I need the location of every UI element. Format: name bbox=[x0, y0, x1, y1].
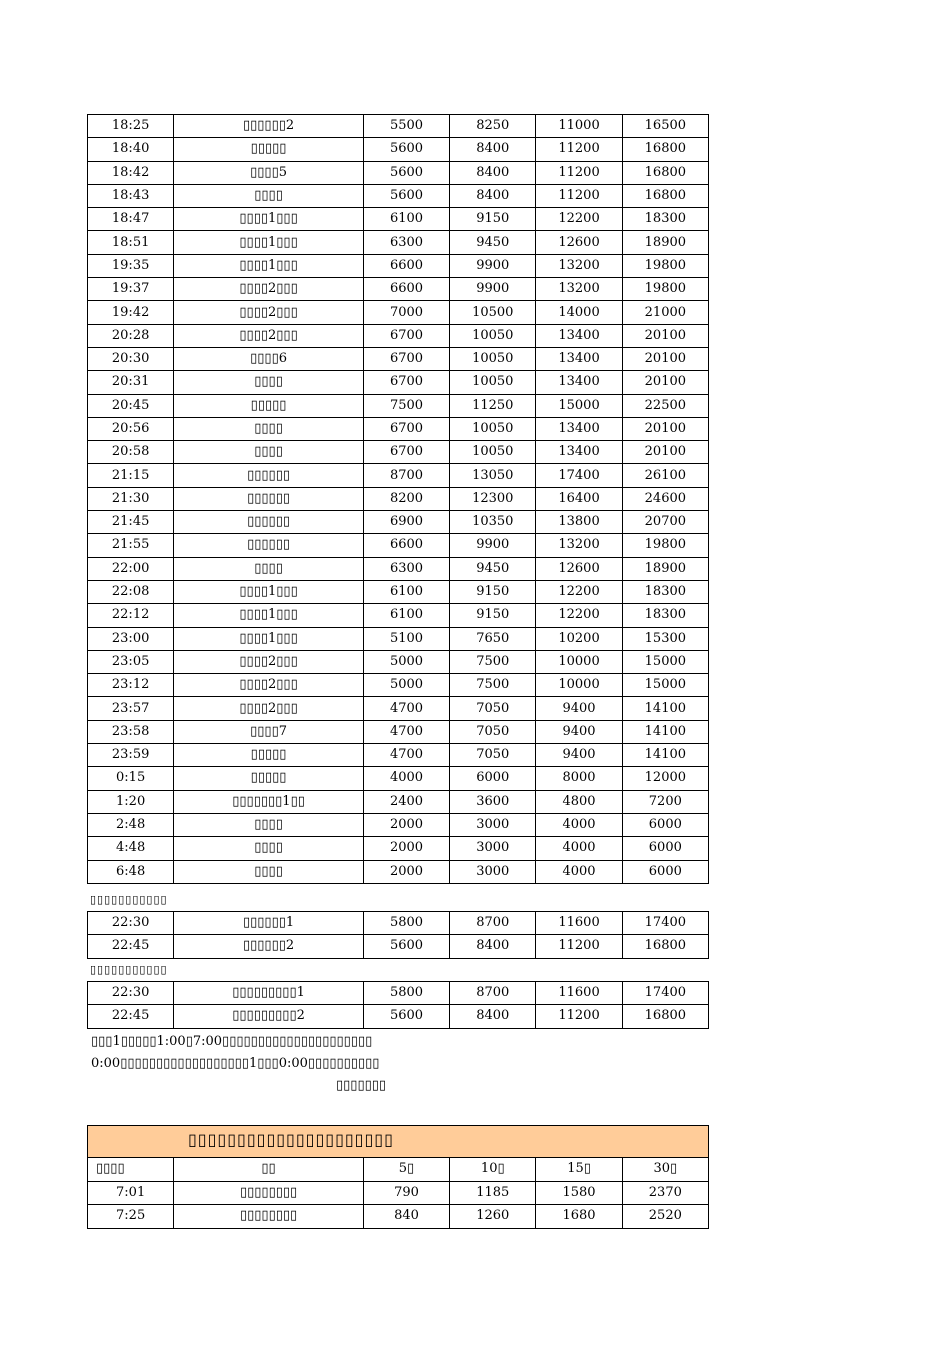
table-cell: 8700 bbox=[450, 982, 536, 1005]
table-cell: 14100 bbox=[622, 744, 708, 767]
table-cell: 22:45 bbox=[88, 935, 174, 958]
table-row bbox=[88, 161, 709, 184]
table-cell: ▯▯▯▯▯ bbox=[174, 744, 364, 767]
table-cell: 8000 bbox=[536, 767, 622, 790]
table-row bbox=[88, 813, 709, 836]
table-cell: 9400 bbox=[536, 697, 622, 720]
column-header: 5▯ bbox=[363, 1158, 449, 1182]
table-cell: 8250 bbox=[450, 115, 536, 138]
table-cell: 10050 bbox=[450, 371, 536, 394]
table-cell: 8400 bbox=[450, 138, 536, 161]
table-row bbox=[88, 650, 709, 673]
table-cell: 8400 bbox=[450, 935, 536, 958]
table-cell: 6100 bbox=[363, 208, 449, 231]
table-cell: 20:45 bbox=[88, 394, 174, 417]
table-cell: 11000 bbox=[536, 115, 622, 138]
table-row bbox=[88, 301, 709, 324]
table-cell: 10050 bbox=[450, 417, 536, 440]
section-b-table bbox=[87, 981, 709, 1029]
table-cell: ▯▯▯▯2▯▯▯ bbox=[174, 301, 364, 324]
table-cell: 6700 bbox=[363, 324, 449, 347]
table-cell: ▯▯▯▯▯▯▯▯ bbox=[174, 1181, 364, 1205]
table-cell: 5100 bbox=[363, 627, 449, 650]
table-cell: 4000 bbox=[536, 813, 622, 836]
table-cell: 1260 bbox=[450, 1205, 536, 1229]
table-cell: 4000 bbox=[363, 767, 449, 790]
table-cell: 22:00 bbox=[88, 557, 174, 580]
table-cell: 8200 bbox=[363, 487, 449, 510]
table-cell: 9900 bbox=[450, 278, 536, 301]
table-cell: 23:05 bbox=[88, 650, 174, 673]
table-cell: ▯▯▯▯▯ bbox=[174, 767, 364, 790]
table-cell: 6700 bbox=[363, 417, 449, 440]
table-cell: 19:37 bbox=[88, 278, 174, 301]
table-cell: 11200 bbox=[536, 161, 622, 184]
second-table bbox=[87, 1157, 709, 1229]
table-cell: 11200 bbox=[536, 935, 622, 958]
table-cell: 2520 bbox=[622, 1205, 708, 1229]
table-cell: 20:58 bbox=[88, 441, 174, 464]
table-cell: 20:30 bbox=[88, 347, 174, 370]
table-cell: 20:31 bbox=[88, 371, 174, 394]
table-cell: ▯▯▯▯2▯▯▯ bbox=[174, 278, 364, 301]
table-cell: 18:25 bbox=[88, 115, 174, 138]
table-cell: 19:42 bbox=[88, 301, 174, 324]
second-table-header-row bbox=[88, 1158, 709, 1182]
table-row bbox=[88, 347, 709, 370]
table-cell: 2000 bbox=[363, 860, 449, 883]
table-cell: ▯▯▯▯7 bbox=[174, 720, 364, 743]
table-cell: 14100 bbox=[622, 720, 708, 743]
table-cell: 21:30 bbox=[88, 487, 174, 510]
table-cell: 5800 bbox=[363, 982, 449, 1005]
section-a-body bbox=[88, 912, 709, 959]
table-row bbox=[88, 767, 709, 790]
table-cell: ▯▯▯▯ bbox=[174, 417, 364, 440]
table-cell: 9400 bbox=[536, 744, 622, 767]
table-cell: 10500 bbox=[450, 301, 536, 324]
table-cell: 19800 bbox=[622, 254, 708, 277]
table-cell: 6700 bbox=[363, 347, 449, 370]
table-cell: 16500 bbox=[622, 115, 708, 138]
table-row bbox=[88, 790, 709, 813]
table-cell: 23:12 bbox=[88, 674, 174, 697]
table-cell: 15300 bbox=[622, 627, 708, 650]
table-cell: 3000 bbox=[450, 860, 536, 883]
table-cell: ▯▯▯▯▯▯▯▯▯1 bbox=[174, 982, 364, 1005]
table-cell: 11200 bbox=[536, 184, 622, 207]
table-row bbox=[88, 982, 709, 1005]
table-cell: 13200 bbox=[536, 278, 622, 301]
table-cell: 790 bbox=[363, 1181, 449, 1205]
table-row bbox=[88, 697, 709, 720]
table-cell: 18300 bbox=[622, 604, 708, 627]
table-cell: 17400 bbox=[622, 912, 708, 935]
table-cell: 7500 bbox=[450, 674, 536, 697]
table-row bbox=[88, 371, 709, 394]
note-line-1: ▯▯▯1▯▯▯▯▯1:00▯7:00▯▯▯▯▯▯▯▯▯▯▯▯▯▯▯▯▯▯▯▯▯ bbox=[91, 1034, 373, 1049]
table-cell: 21:55 bbox=[88, 534, 174, 557]
table-row bbox=[88, 1205, 709, 1229]
table-cell: 13800 bbox=[536, 511, 622, 534]
table-cell: 16800 bbox=[622, 1005, 708, 1028]
table-cell: 20700 bbox=[622, 511, 708, 534]
table-cell: 5600 bbox=[363, 935, 449, 958]
table-cell: 6600 bbox=[363, 278, 449, 301]
table-cell: 24600 bbox=[622, 487, 708, 510]
table-cell: 9400 bbox=[536, 720, 622, 743]
table-cell: 11250 bbox=[450, 394, 536, 417]
table-cell: 6300 bbox=[363, 231, 449, 254]
table-cell: ▯▯▯▯6 bbox=[174, 347, 364, 370]
table-cell: 10000 bbox=[536, 674, 622, 697]
table-cell: 2370 bbox=[622, 1181, 708, 1205]
table-cell: 17400 bbox=[622, 982, 708, 1005]
table-row bbox=[88, 324, 709, 347]
table-cell: 11600 bbox=[536, 982, 622, 1005]
table-cell: 23:00 bbox=[88, 627, 174, 650]
table-cell: ▯▯▯▯1▯▯▯ bbox=[174, 231, 364, 254]
table-cell: 13400 bbox=[536, 371, 622, 394]
table-cell: 6000 bbox=[622, 860, 708, 883]
table-cell: 12600 bbox=[536, 557, 622, 580]
table-cell: ▯▯▯▯▯▯▯▯▯2 bbox=[174, 1005, 364, 1028]
table-cell: 13200 bbox=[536, 534, 622, 557]
column-header: ▯▯▯▯ bbox=[88, 1158, 174, 1182]
table-row bbox=[88, 1005, 709, 1028]
table-cell: 9150 bbox=[450, 604, 536, 627]
table-cell: 6000 bbox=[450, 767, 536, 790]
table-cell: 1:20 bbox=[88, 790, 174, 813]
table-cell: 2000 bbox=[363, 837, 449, 860]
table-cell: 16800 bbox=[622, 935, 708, 958]
table-cell: 7050 bbox=[450, 720, 536, 743]
table-cell: 7:25 bbox=[88, 1205, 174, 1229]
table-cell: 6000 bbox=[622, 837, 708, 860]
table-cell: ▯▯▯▯2▯▯▯ bbox=[174, 697, 364, 720]
table-cell: 12200 bbox=[536, 208, 622, 231]
table-cell: ▯▯▯▯1▯▯▯ bbox=[174, 580, 364, 603]
section-b-body bbox=[88, 982, 709, 1029]
table-row bbox=[88, 1181, 709, 1205]
table-cell: 13200 bbox=[536, 254, 622, 277]
table-cell: ▯▯▯▯ bbox=[174, 860, 364, 883]
table-cell: 12300 bbox=[450, 487, 536, 510]
table-row bbox=[88, 487, 709, 510]
table-cell: 22:30 bbox=[88, 982, 174, 1005]
table-cell: 7650 bbox=[450, 627, 536, 650]
table-cell: ▯▯▯▯▯ bbox=[174, 394, 364, 417]
table-cell: 9900 bbox=[450, 534, 536, 557]
table-cell: ▯▯▯▯▯▯ bbox=[174, 464, 364, 487]
table-cell: 5000 bbox=[363, 674, 449, 697]
table-cell: 3000 bbox=[450, 813, 536, 836]
table-cell: 18:51 bbox=[88, 231, 174, 254]
table-cell: 20100 bbox=[622, 324, 708, 347]
note-line-3: ▯▯▯▯▯▯▯ bbox=[336, 1078, 387, 1093]
table-row bbox=[88, 674, 709, 697]
table-cell: 14100 bbox=[622, 697, 708, 720]
table-cell: 4800 bbox=[536, 790, 622, 813]
table-cell: 20:28 bbox=[88, 324, 174, 347]
table-cell: 23:59 bbox=[88, 744, 174, 767]
table-cell: 5600 bbox=[363, 1005, 449, 1028]
table-cell: 10000 bbox=[536, 650, 622, 673]
column-header: 10▯ bbox=[450, 1158, 536, 1182]
table-cell: 12200 bbox=[536, 604, 622, 627]
table-cell: 7050 bbox=[450, 744, 536, 767]
table-cell: 13400 bbox=[536, 441, 622, 464]
table-cell: 18300 bbox=[622, 580, 708, 603]
table-row bbox=[88, 627, 709, 650]
table-cell: ▯▯▯▯▯▯1 bbox=[174, 912, 364, 935]
table-row bbox=[88, 912, 709, 935]
table-cell: 6700 bbox=[363, 371, 449, 394]
table-cell: 9150 bbox=[450, 580, 536, 603]
table-cell: 6900 bbox=[363, 511, 449, 534]
table-cell: 7500 bbox=[363, 394, 449, 417]
table-cell: 4000 bbox=[536, 837, 622, 860]
table-cell: 7050 bbox=[450, 697, 536, 720]
table-cell: ▯▯▯▯2▯▯▯ bbox=[174, 650, 364, 673]
table-cell: ▯▯▯▯1▯▯▯ bbox=[174, 604, 364, 627]
note-line-2: 0:00▯▯▯▯▯▯▯▯▯▯▯▯▯▯▯▯▯▯1▯▯▯0:00▯▯▯▯▯▯▯▯▯▯ bbox=[91, 1056, 380, 1071]
table-cell: 11600 bbox=[536, 912, 622, 935]
table-row bbox=[88, 720, 709, 743]
table-row bbox=[88, 208, 709, 231]
table-cell: 4:48 bbox=[88, 837, 174, 860]
table-cell: 4700 bbox=[363, 720, 449, 743]
table-cell: 8400 bbox=[450, 161, 536, 184]
table-cell: 21000 bbox=[622, 301, 708, 324]
table-cell: 5600 bbox=[363, 138, 449, 161]
table-cell: ▯▯▯▯ bbox=[174, 837, 364, 860]
table-cell: 22:12 bbox=[88, 604, 174, 627]
table-cell: 18900 bbox=[622, 231, 708, 254]
table-cell: 23:58 bbox=[88, 720, 174, 743]
main-schedule-body bbox=[88, 115, 709, 884]
table-cell: 6000 bbox=[622, 813, 708, 836]
table-row bbox=[88, 837, 709, 860]
table-cell: 16800 bbox=[622, 138, 708, 161]
table-cell: 10050 bbox=[450, 324, 536, 347]
table-row bbox=[88, 580, 709, 603]
table-cell: 13400 bbox=[536, 347, 622, 370]
second-table-title: ▯▯▯▯▯▯▯▯▯▯▯▯▯▯▯▯▯▯▯▯▯ bbox=[188, 1130, 394, 1149]
table-row bbox=[88, 511, 709, 534]
table-cell: 6600 bbox=[363, 534, 449, 557]
table-cell: 1580 bbox=[536, 1181, 622, 1205]
table-cell: ▯▯▯▯5 bbox=[174, 161, 364, 184]
table-cell: 20:56 bbox=[88, 417, 174, 440]
table-cell: 7500 bbox=[450, 650, 536, 673]
table-row bbox=[88, 744, 709, 767]
table-cell: 1185 bbox=[450, 1181, 536, 1205]
table-cell: 19800 bbox=[622, 278, 708, 301]
table-cell: 10050 bbox=[450, 441, 536, 464]
table-cell: ▯▯▯▯2▯▯▯ bbox=[174, 674, 364, 697]
table-row bbox=[88, 860, 709, 883]
table-cell: 4000 bbox=[536, 860, 622, 883]
table-row bbox=[88, 464, 709, 487]
table-cell: 7:01 bbox=[88, 1181, 174, 1205]
table-row bbox=[88, 138, 709, 161]
table-cell: 6600 bbox=[363, 254, 449, 277]
section-a-label: ▯▯▯▯▯▯▯▯▯▯▯ bbox=[90, 893, 168, 906]
table-cell: 14000 bbox=[536, 301, 622, 324]
table-cell: 8700 bbox=[363, 464, 449, 487]
table-row bbox=[88, 935, 709, 958]
column-header: 15▯ bbox=[536, 1158, 622, 1182]
table-cell: ▯▯▯▯▯▯2 bbox=[174, 115, 364, 138]
table-cell: ▯▯▯▯▯▯▯1▯▯ bbox=[174, 790, 364, 813]
table-cell: ▯▯▯▯1▯▯▯ bbox=[174, 254, 364, 277]
table-cell: 12000 bbox=[622, 767, 708, 790]
second-table-title-bar bbox=[87, 1125, 709, 1158]
table-cell: 10050 bbox=[450, 347, 536, 370]
table-cell: 7000 bbox=[363, 301, 449, 324]
table-row bbox=[88, 278, 709, 301]
table-cell: 11200 bbox=[536, 138, 622, 161]
table-row bbox=[88, 557, 709, 580]
table-cell: 6:48 bbox=[88, 860, 174, 883]
table-cell: 12200 bbox=[536, 580, 622, 603]
table-cell: 840 bbox=[363, 1205, 449, 1229]
table-cell: 16400 bbox=[536, 487, 622, 510]
table-cell: 1680 bbox=[536, 1205, 622, 1229]
table-cell: 4700 bbox=[363, 744, 449, 767]
table-cell: 13400 bbox=[536, 417, 622, 440]
table-cell: 16800 bbox=[622, 184, 708, 207]
table-cell: 0:15 bbox=[88, 767, 174, 790]
table-row bbox=[88, 394, 709, 417]
table-cell: 5800 bbox=[363, 912, 449, 935]
table-cell: ▯▯▯▯▯▯ bbox=[174, 511, 364, 534]
table-cell: 13050 bbox=[450, 464, 536, 487]
table-cell: 6100 bbox=[363, 580, 449, 603]
table-cell: 5600 bbox=[363, 161, 449, 184]
table-cell: 6100 bbox=[363, 604, 449, 627]
table-cell: 18:40 bbox=[88, 138, 174, 161]
table-cell: ▯▯▯▯1▯▯▯ bbox=[174, 208, 364, 231]
table-cell: 18:43 bbox=[88, 184, 174, 207]
table-cell: 8400 bbox=[450, 184, 536, 207]
table-row bbox=[88, 441, 709, 464]
table-cell: ▯▯▯▯ bbox=[174, 184, 364, 207]
table-cell: 17400 bbox=[536, 464, 622, 487]
table-cell: 15000 bbox=[622, 650, 708, 673]
table-cell: 10350 bbox=[450, 511, 536, 534]
table-cell: 22:45 bbox=[88, 1005, 174, 1028]
table-cell: 20100 bbox=[622, 347, 708, 370]
table-row bbox=[88, 604, 709, 627]
table-cell: 8700 bbox=[450, 912, 536, 935]
table-cell: 4700 bbox=[363, 697, 449, 720]
table-cell: 9150 bbox=[450, 208, 536, 231]
table-cell: 22:30 bbox=[88, 912, 174, 935]
table-cell: ▯▯▯▯▯ bbox=[174, 138, 364, 161]
table-row bbox=[88, 534, 709, 557]
table-cell: 2:48 bbox=[88, 813, 174, 836]
table-cell: 10200 bbox=[536, 627, 622, 650]
table-row bbox=[88, 254, 709, 277]
table-cell: 26100 bbox=[622, 464, 708, 487]
table-cell: 9450 bbox=[450, 231, 536, 254]
table-cell: ▯▯▯▯ bbox=[174, 813, 364, 836]
table-cell: 19:35 bbox=[88, 254, 174, 277]
table-cell: 19800 bbox=[622, 534, 708, 557]
table-cell: ▯▯▯▯ bbox=[174, 441, 364, 464]
table-cell: 5500 bbox=[363, 115, 449, 138]
table-cell: 2400 bbox=[363, 790, 449, 813]
table-cell: 8400 bbox=[450, 1005, 536, 1028]
column-header: 30▯ bbox=[622, 1158, 708, 1182]
table-cell: 15000 bbox=[622, 674, 708, 697]
table-row bbox=[88, 231, 709, 254]
table-cell: ▯▯▯▯▯▯ bbox=[174, 487, 364, 510]
section-b-label: ▯▯▯▯▯▯▯▯▯▯▯ bbox=[90, 963, 168, 976]
table-cell: 20100 bbox=[622, 371, 708, 394]
table-cell: ▯▯▯▯1▯▯▯ bbox=[174, 627, 364, 650]
table-cell: ▯▯▯▯ bbox=[174, 371, 364, 394]
table-cell: 15000 bbox=[536, 394, 622, 417]
table-cell: 18:42 bbox=[88, 161, 174, 184]
table-cell: 16800 bbox=[622, 161, 708, 184]
table-cell: 20100 bbox=[622, 417, 708, 440]
table-cell: 21:15 bbox=[88, 464, 174, 487]
main-schedule-table bbox=[87, 114, 709, 884]
table-cell: 9450 bbox=[450, 557, 536, 580]
table-cell: 22500 bbox=[622, 394, 708, 417]
table-cell: 2000 bbox=[363, 813, 449, 836]
table-cell: 3600 bbox=[450, 790, 536, 813]
table-cell: 18900 bbox=[622, 557, 708, 580]
table-cell: 3000 bbox=[450, 837, 536, 860]
table-cell: 20100 bbox=[622, 441, 708, 464]
table-cell: 18300 bbox=[622, 208, 708, 231]
table-cell: 13400 bbox=[536, 324, 622, 347]
table-row bbox=[88, 417, 709, 440]
table-row bbox=[88, 184, 709, 207]
table-cell: ▯▯▯▯▯▯▯▯ bbox=[174, 1205, 364, 1229]
column-header: ▯▯ bbox=[174, 1158, 364, 1182]
table-cell: 18:47 bbox=[88, 208, 174, 231]
table-row bbox=[88, 115, 709, 138]
table-cell: 12600 bbox=[536, 231, 622, 254]
table-cell: ▯▯▯▯▯▯2 bbox=[174, 935, 364, 958]
second-table-body bbox=[88, 1158, 709, 1229]
table-cell: 7200 bbox=[622, 790, 708, 813]
table-cell: 21:45 bbox=[88, 511, 174, 534]
table-cell: ▯▯▯▯2▯▯▯ bbox=[174, 324, 364, 347]
table-cell: 23:57 bbox=[88, 697, 174, 720]
table-cell: 9900 bbox=[450, 254, 536, 277]
section-a-table bbox=[87, 911, 709, 959]
table-cell: 6700 bbox=[363, 441, 449, 464]
table-cell: 6300 bbox=[363, 557, 449, 580]
table-cell: ▯▯▯▯ bbox=[174, 557, 364, 580]
table-cell: 22:08 bbox=[88, 580, 174, 603]
table-cell: 11200 bbox=[536, 1005, 622, 1028]
table-cell: 5000 bbox=[363, 650, 449, 673]
table-cell: 5600 bbox=[363, 184, 449, 207]
table-cell: ▯▯▯▯▯▯ bbox=[174, 534, 364, 557]
